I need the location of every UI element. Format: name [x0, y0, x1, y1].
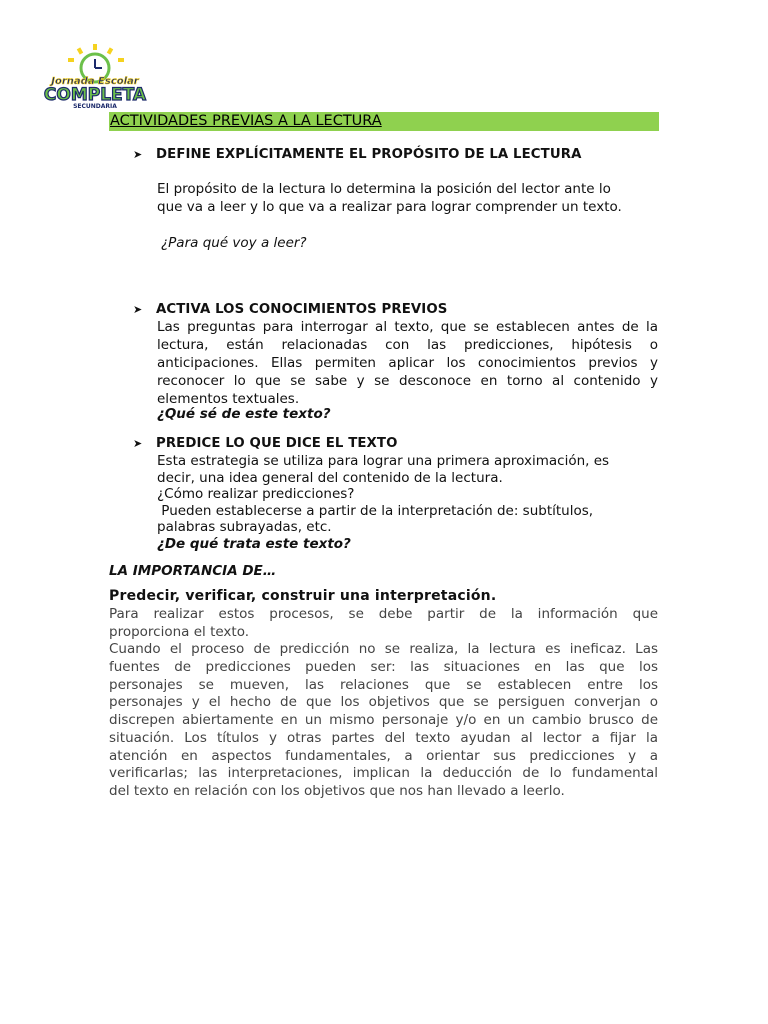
predict-question: ¿De qué trata este texto? — [157, 536, 351, 552]
svg-text:Jornada Escolar: Jornada Escolar — [51, 76, 139, 87]
arrow-bullet-icon: ➤ — [133, 303, 143, 316]
arrow-bullet-icon: ➤ — [133, 437, 143, 450]
section-heading: ACTIVIDADES PREVIAS A LA LECTURA — [109, 112, 659, 131]
svg-text:COMPLETA: COMPLETA — [43, 85, 147, 105]
bullet-title: PREDICE LO QUE DICE EL TEXTO — [156, 436, 398, 451]
bullet-item-purpose — [133, 147, 581, 162]
predict-paragraph: Esta estrategia se utiliza para lograr una primera aproximación, es decir, una idea general del contenido de la lectura. ¿Cómo realizar predicciones? Pueden establecerse a partir de la interpretación de: subtítulos, palabras subrayadas, etc. — [157, 453, 610, 535]
importance-paragraph: Para realizar estos procesos, se debe partir de la información que proporciona el texto. Cuando el proceso de predicción no se realiza, la lectura es ineficaz. Las fuentes de predicciones pueden ser: las situaciones en las que los personajes se mueven, las relaciones que se establecen entre los personajes y el hecho de que los objetivos que se persiguen converjan o discrepen abiertamente en un mismo personaje y/o en un cambio brusco de situación. Los títulos y otras partes del texto ayudan al lector a fijar la atención en aspectos fundamentales, a orientar sus predicciones y a verificarlas; las interpretaciones, implican la deducción de lo fundamental del texto en relación con los objetivos que nos han llevado a leerlo. — [109, 606, 658, 799]
importance-subtitle: Predecir, verificar, construir una interpretación. — [109, 588, 497, 604]
importance-title: LA IMPORTANCIA DE… — [109, 563, 277, 579]
purpose-question: ¿Para qué voy a leer? — [161, 235, 307, 251]
arrow-bullet-icon: ➤ — [133, 148, 143, 161]
prior-knowledge-question: ¿Qué sé de este texto? — [157, 406, 331, 422]
purpose-paragraph: El propósito de la lectura lo determina la posición del lector ante lo que va a leer y lo que va a realizar para lograr comprender un texto. — [157, 181, 622, 215]
bullet-title: DEFINE EXPLÍCITAMENTE EL PROPÓSITO DE LA LECTURA — [156, 147, 582, 162]
prior-knowledge-paragraph: Las preguntas para interrogar al texto, que se establecen antes de la lectura, están relacionadas con las predicciones, hipótesis o anticipaciones. Ellas permiten aplicar los conocimientos previos y reconocer lo que se sabe y se desconoce en torno al contenido y elementos textuales. — [157, 319, 658, 407]
bullet-item-predict — [133, 436, 398, 451]
jornada-escolar-completa-logo — [38, 44, 152, 108]
bullet-title: ACTIVA LOS CONOCIMIENTOS PREVIOS — [156, 302, 448, 317]
svg-text:SECUNDARIA: SECUNDARIA — [73, 103, 117, 108]
bullet-item-prior-knowledge — [133, 302, 447, 317]
